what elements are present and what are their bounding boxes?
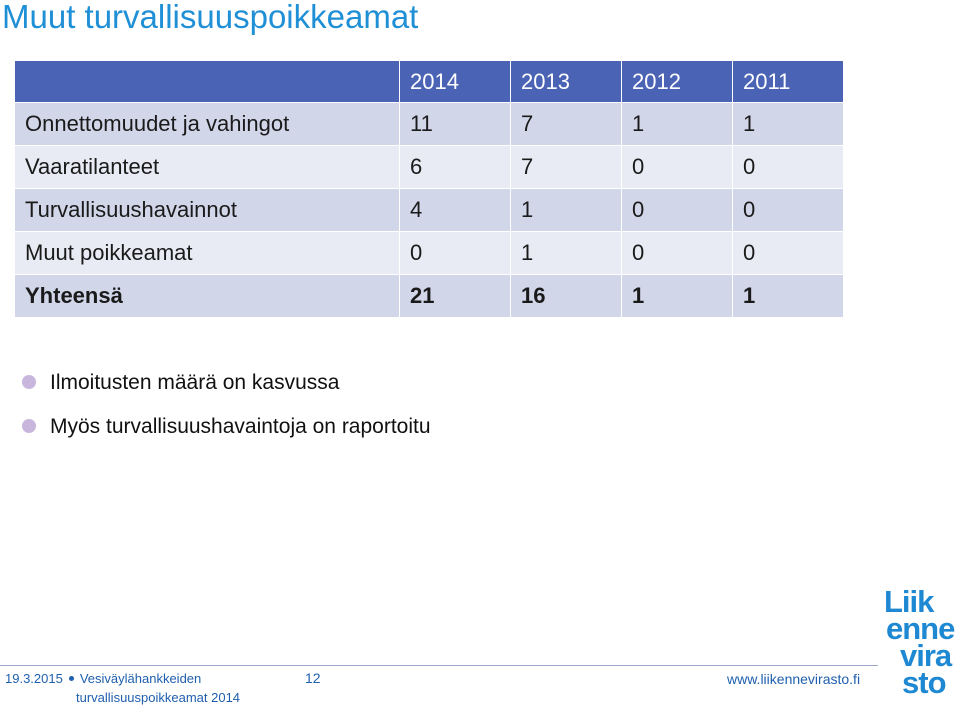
bullet-text: Ilmoitusten määrä on kasvussa — [50, 371, 340, 394]
row-label: Yhteensä — [15, 275, 400, 318]
footer-document-title: Vesiväylähankkeiden — [79, 671, 202, 686]
logo-line: sto — [902, 665, 946, 700]
row-value: 11 — [400, 103, 511, 146]
row-value: 1 — [511, 189, 622, 232]
row-value: 1 — [733, 275, 844, 318]
row-value: 0 — [622, 189, 733, 232]
slide-title: Muut turvallisuuspoikkeamat — [2, 0, 419, 35]
row-value: 0 — [733, 232, 844, 275]
row-value: 6 — [400, 146, 511, 189]
liikennevirasto-logo — [868, 584, 960, 700]
page-number: 12 — [305, 670, 321, 686]
table-row — [15, 103, 844, 146]
row-value: 0 — [622, 232, 733, 275]
row-value: 0 — [622, 146, 733, 189]
row-value: 0 — [400, 232, 511, 275]
row-label: Turvallisuushavainnot — [15, 189, 400, 232]
statistics-table — [15, 61, 844, 318]
bullet-item — [22, 412, 431, 456]
row-label: Vaaratilanteet — [15, 146, 400, 189]
row-value: 7 — [511, 103, 622, 146]
row-value: 1 — [511, 232, 622, 275]
header-year: 2013 — [511, 61, 622, 103]
row-value: 7 — [511, 146, 622, 189]
row-value: 1 — [733, 103, 844, 146]
logo-line: Liik — [884, 584, 934, 619]
table-total-row — [15, 275, 844, 318]
row-label: Muut poikkeamat — [15, 232, 400, 275]
footer-divider — [0, 665, 878, 666]
table-row — [15, 146, 844, 189]
header-cell-empty — [15, 61, 400, 103]
row-value: 1 — [622, 103, 733, 146]
bullet-item — [22, 368, 431, 412]
footer-document-title-line2: turvallisuuspoikkeamat 2014 — [76, 690, 241, 705]
bullet-separator-icon — [69, 676, 74, 681]
footer-info — [5, 669, 240, 707]
table-row — [15, 232, 844, 275]
row-label: Onnettomuudet ja vahingot — [15, 103, 400, 146]
table-header-row — [15, 61, 844, 103]
row-value: 0 — [733, 146, 844, 189]
bullet-dot-icon — [22, 419, 36, 433]
row-value: 1 — [622, 275, 733, 318]
bullet-text: Myös turvallisuushavaintoja on raportoitu — [50, 415, 431, 438]
logo-line: vira — [900, 638, 952, 673]
bullet-list — [22, 368, 431, 456]
row-value: 16 — [511, 275, 622, 318]
row-value: 0 — [733, 189, 844, 232]
footer-date: 19.3.2015 — [5, 671, 63, 686]
footer-url: www.liikennevirasto.fi — [727, 671, 861, 687]
header-year: 2011 — [733, 61, 844, 103]
header-year: 2014 — [400, 61, 511, 103]
header-year: 2012 — [622, 61, 733, 103]
row-value: 4 — [400, 189, 511, 232]
table-row — [15, 189, 844, 232]
logo-line: enne — [886, 611, 955, 646]
bullet-dot-icon — [22, 375, 36, 389]
row-value: 21 — [400, 275, 511, 318]
